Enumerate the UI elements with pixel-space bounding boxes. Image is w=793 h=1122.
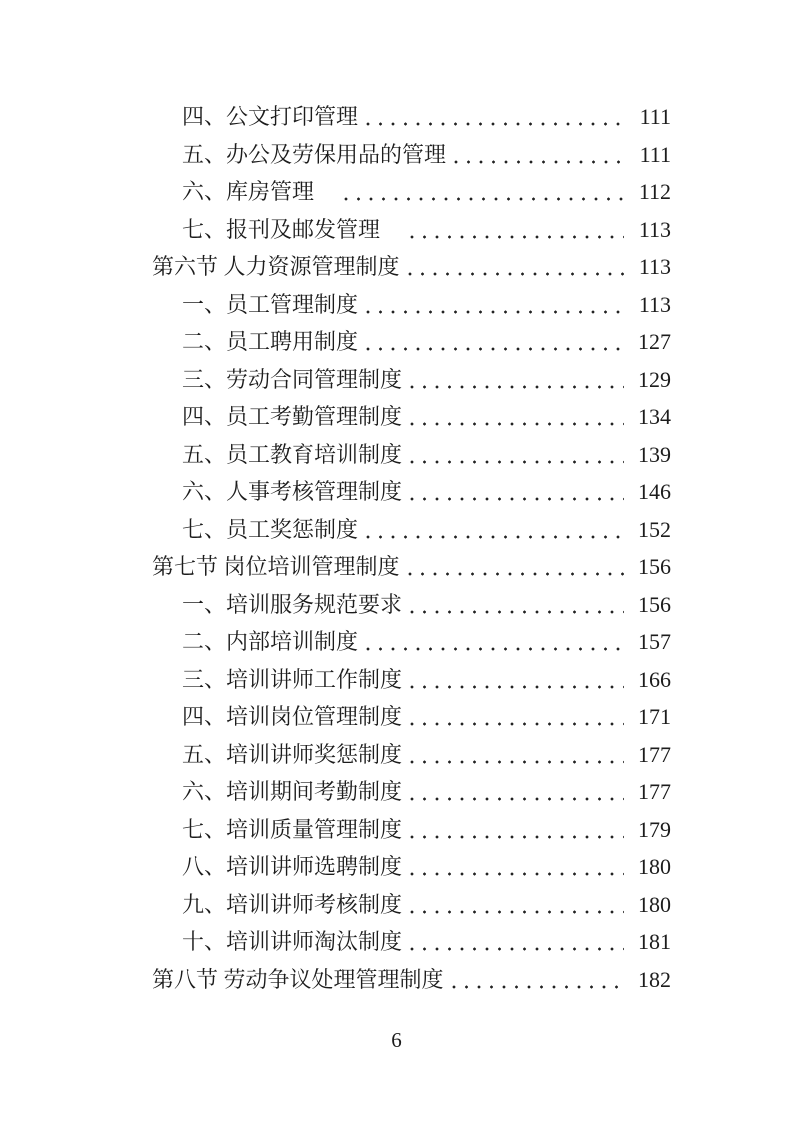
- toc-entry: [152, 923, 671, 961]
- toc-entry-label: 五、培训讲师奖惩制度: [182, 741, 403, 767]
- toc-entry-label: 六、人事考核管理制度: [182, 479, 403, 504]
- toc-entry: [152, 623, 671, 661]
- dot-leader: [410, 398, 624, 436]
- dot-leader: [410, 811, 624, 849]
- toc-entry: [152, 961, 671, 999]
- dot-leader: [410, 698, 624, 736]
- toc-entry-page: 180: [638, 891, 671, 917]
- toc-entry-label: 六、培训期间考勤制度: [182, 779, 403, 804]
- toc-entry-page: 156: [638, 554, 671, 579]
- toc-entry: [152, 361, 671, 399]
- dot-leader: [366, 286, 624, 324]
- toc-entry-label: 第七节 岗位培训管理制度: [152, 554, 400, 579]
- dot-leader: [366, 623, 624, 661]
- dot-leader: [410, 773, 624, 811]
- toc-entry: [152, 473, 671, 511]
- dot-leader: [410, 923, 624, 961]
- toc-entry-label: 四、公文打印管理: [182, 104, 359, 129]
- toc-entry-page: 171: [638, 704, 671, 729]
- dot-leader: [410, 436, 624, 474]
- dot-leader: [410, 473, 624, 511]
- toc-entry: [152, 661, 671, 699]
- toc-entry: [152, 323, 671, 361]
- toc-entry-page: 111: [639, 141, 671, 167]
- page-number: 6: [391, 1028, 402, 1052]
- dot-leader: [410, 361, 624, 399]
- table-of-contents: [152, 98, 671, 998]
- toc-entry-label: 四、员工考勤管理制度: [182, 404, 403, 429]
- dot-leader: [410, 848, 624, 886]
- toc-entry-page: 134: [638, 404, 671, 429]
- toc-entry-page: 127: [638, 329, 671, 354]
- toc-entry: [152, 398, 671, 436]
- toc-entry-label: 四、培训岗位管理制度: [182, 704, 403, 729]
- toc-entry-label: 七、报刊及邮发管理: [182, 216, 403, 242]
- toc-entry-page: 139: [638, 441, 671, 467]
- toc-entry-page: 179: [638, 816, 671, 842]
- toc-entry-page: 111: [639, 104, 671, 129]
- toc-entry-label: 第八节 劳动争议处理管理制度: [152, 966, 444, 992]
- dot-leader: [410, 211, 624, 249]
- toc-entry: [152, 286, 671, 324]
- toc-entry: [152, 886, 671, 924]
- dot-leader: [366, 98, 624, 136]
- toc-entry-label: 十、培训讲师淘汰制度: [182, 929, 403, 954]
- toc-entry-label: 一、员工管理制度: [182, 291, 359, 317]
- dot-leader: [452, 961, 624, 999]
- toc-entry-page: 113: [638, 216, 671, 242]
- toc-entry-page: 156: [638, 591, 671, 617]
- dot-leader: [408, 548, 624, 586]
- toc-entry: [152, 211, 671, 249]
- toc-entry-page: 129: [638, 366, 671, 392]
- dot-leader: [410, 886, 624, 924]
- dot-leader: [344, 173, 624, 211]
- toc-entry-label: 第六节 人力资源管理制度: [152, 254, 400, 279]
- toc-entry-label: 三、培训讲师工作制度: [182, 666, 403, 692]
- dot-leader: [410, 736, 624, 774]
- toc-entry-page: 113: [638, 291, 671, 317]
- dot-leader: [366, 511, 624, 549]
- toc-entry-label: 六、库房管理: [182, 179, 337, 204]
- dot-leader: [410, 586, 624, 624]
- dot-leader: [408, 248, 624, 286]
- toc-entry-page: 177: [638, 741, 671, 767]
- dot-leader: [454, 136, 624, 174]
- toc-entry-label: 二、员工聘用制度: [182, 329, 359, 354]
- toc-entry: [152, 511, 671, 549]
- toc-entry-page: 157: [638, 629, 671, 654]
- toc-entry-label: 九、培训讲师考核制度: [182, 891, 403, 917]
- toc-entry: [152, 811, 671, 849]
- toc-entry-label: 七、员工奖惩制度: [182, 516, 359, 542]
- toc-entry: [152, 436, 671, 474]
- toc-entry-page: 181: [638, 929, 671, 954]
- toc-entry-page: 152: [638, 516, 671, 542]
- toc-entry-label: 一、培训服务规范要求: [182, 591, 403, 617]
- dot-leader: [366, 323, 624, 361]
- toc-entry-page: 113: [638, 254, 671, 279]
- toc-entry-label: 五、办公及劳保用品的管理: [182, 141, 447, 167]
- toc-entry: [152, 586, 671, 624]
- toc-entry: [152, 173, 671, 211]
- toc-entry: [152, 698, 671, 736]
- toc-entry: [152, 98, 671, 136]
- toc-entry-page: 182: [638, 966, 671, 992]
- toc-entry-page: 180: [638, 854, 671, 879]
- toc-entry-page: 166: [638, 666, 671, 692]
- toc-entry-page: 177: [638, 779, 671, 804]
- toc-entry-label: 二、内部培训制度: [182, 629, 359, 654]
- toc-entry: [152, 736, 671, 774]
- toc-entry: [152, 136, 671, 174]
- toc-entry-page: 146: [638, 479, 671, 504]
- toc-entry-label: 七、培训质量管理制度: [182, 816, 403, 842]
- dot-leader: [410, 661, 624, 699]
- toc-entry: [152, 548, 671, 586]
- toc-entry-label: 三、劳动合同管理制度: [182, 366, 403, 392]
- toc-entry: [152, 848, 671, 886]
- toc-entry-label: 五、员工教育培训制度: [182, 441, 403, 467]
- toc-entry: [152, 773, 671, 811]
- toc-entry-page: 112: [638, 179, 671, 204]
- toc-entry-label: 八、培训讲师选聘制度: [182, 854, 403, 879]
- toc-entry: [152, 248, 671, 286]
